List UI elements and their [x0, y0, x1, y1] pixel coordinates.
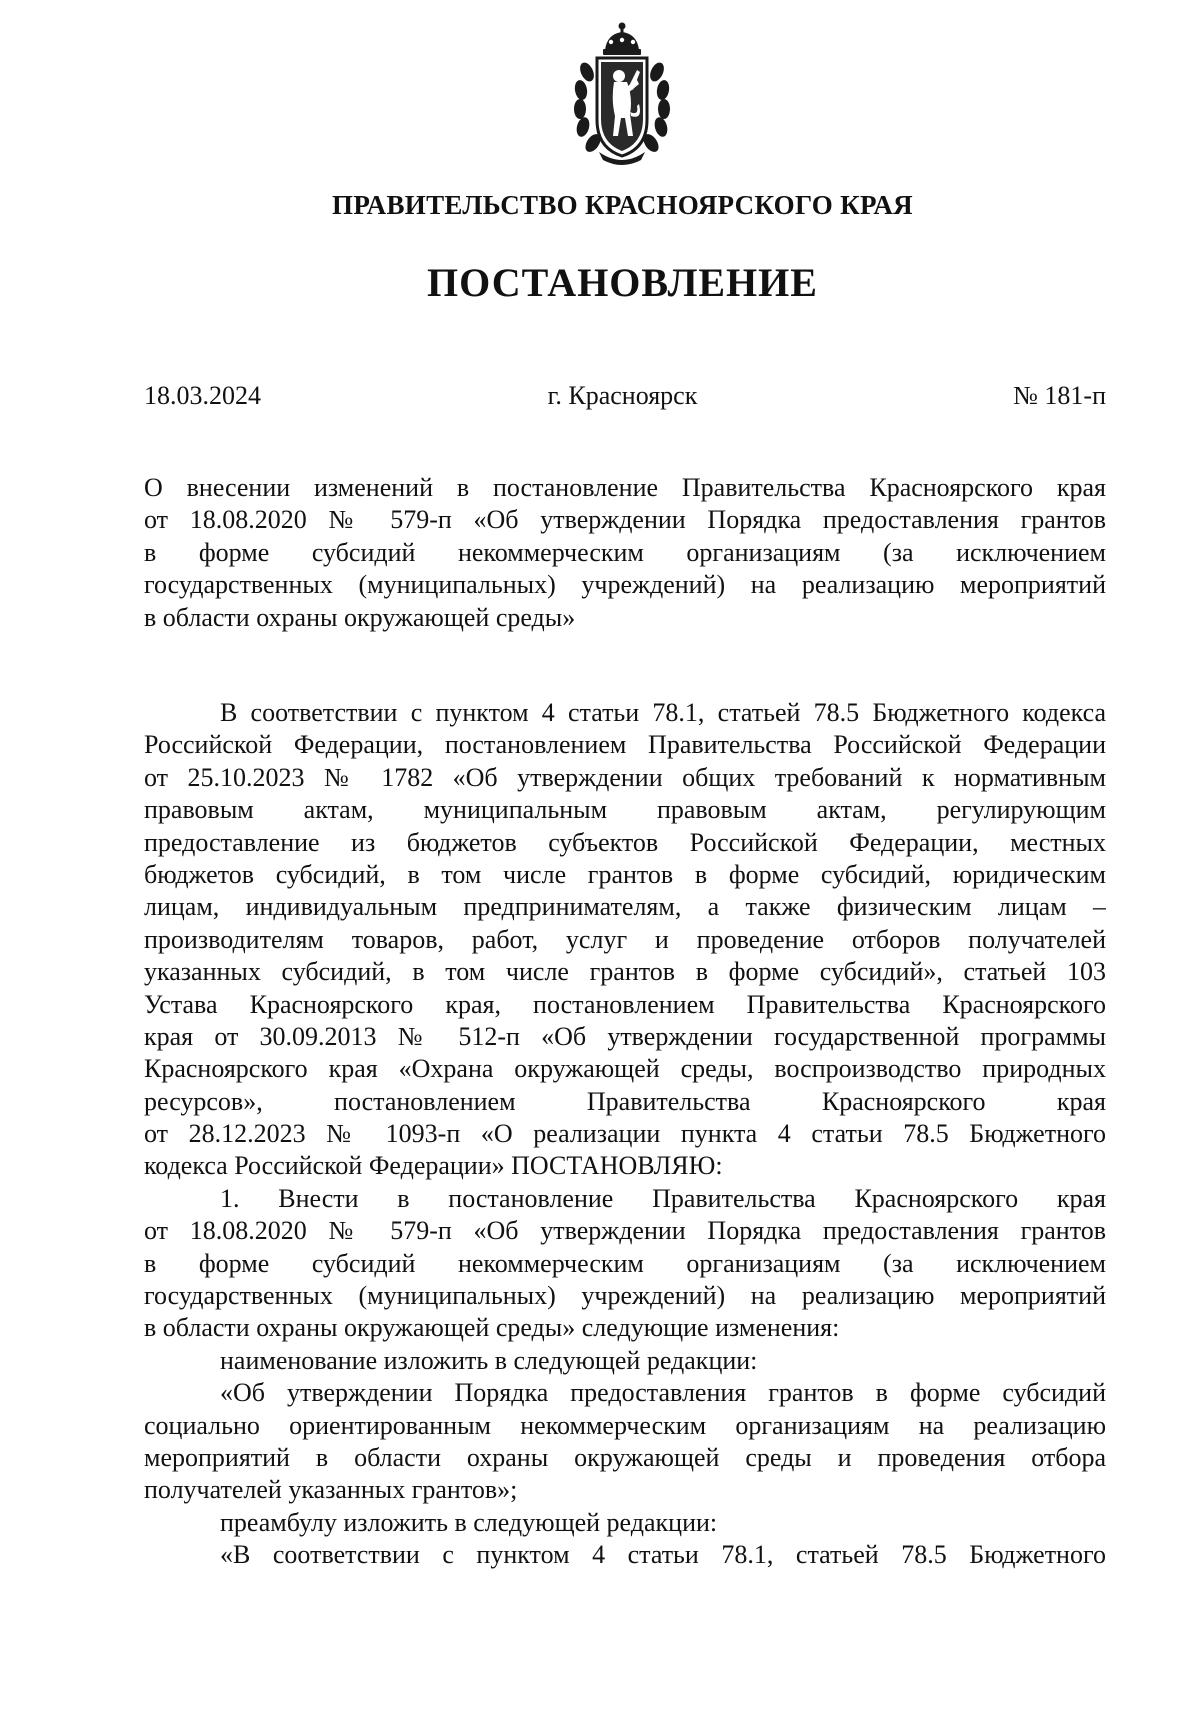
- body-line: 1. Внести в постановление Правительства Красноярского края: [220, 1183, 1106, 1213]
- body-line: указанных субсидий, в том числе грантов в форме субсидий», статьей 103: [144, 957, 1106, 987]
- organization-title: ПРАВИТЕЛЬСТВО КРАСНОЯРСКОГО КРАЯ: [332, 190, 913, 220]
- subject-line: О внесении изменений в постановление Правительства Красноярского края: [144, 473, 1106, 502]
- body-line: государственных (муниципальных) учреждений) на реализацию мероприятий: [144, 1281, 1106, 1311]
- body-line: кодекса Российской Федерации» ПОСТАНОВЛЯЮ:: [144, 1151, 723, 1181]
- body-line: ресурсов», постановлением Правительства Красноярского края: [144, 1086, 1106, 1116]
- body-line: в области охраны окружающей среды» следующие изменения:: [144, 1313, 840, 1343]
- document-number: № 181-п: [1013, 381, 1106, 410]
- document-city: г. Красноярск: [547, 381, 698, 410]
- body-line: в форме субсидий некоммерческим организациям (за исключением: [144, 1248, 1106, 1278]
- body-line: бюджетов субсидий, в том числе грантов в форме субсидий, юридическим: [144, 859, 1106, 889]
- document-type-title: ПОСТАНОВЛЕНИЕ: [427, 260, 818, 305]
- body-line: социально ориентированным некоммерческим организациям на реализацию: [144, 1410, 1106, 1440]
- body-line: наименование изложить в следующей редакции:: [220, 1345, 758, 1375]
- body-line: лицам, индивидуальным предпринимателям, а также физическим лицам –: [144, 892, 1106, 922]
- body-line: от 28.12.2023 № 1093-п «О реализации пункта 4 статьи 78.5 Бюджетного: [144, 1119, 1106, 1149]
- document-subject: [144, 472, 1106, 634]
- body-line: производителям товаров, работ, услуг и проведение отборов получателей: [144, 924, 1106, 954]
- document-body: [144, 697, 1106, 1572]
- body-line: «В соответствии с пунктом 4 статьи 78.1, статьей 78.5 Бюджетного: [220, 1540, 1106, 1570]
- subject-line: в форме субсидий некоммерческим организациям (за исключением: [144, 537, 1106, 567]
- body-line: В соответствии с пунктом 4 статьи 78.1, статьей 78.5 Бюджетного кодекса: [220, 698, 1106, 727]
- body-line: мероприятий в области охраны окружающей среды и проведения отбора: [144, 1442, 1106, 1472]
- subject-line: государственных (муниципальных) учреждений) на реализацию мероприятий: [144, 570, 1106, 600]
- body-line: преамбулу изложить в следующей редакции:: [220, 1507, 718, 1537]
- body-line: Российской Федерации, постановлением Правительства Российской Федерации: [144, 730, 1106, 760]
- subject-line: от 18.08.2020 № 579-п «Об утверждении Порядка предоставления грантов: [144, 505, 1106, 535]
- body-line: Красноярского края «Охрана окружающей среды, воспроизводство природных: [144, 1054, 1106, 1084]
- body-line: «Об утверждении Порядка предоставления грантов в форме субсидий: [220, 1378, 1106, 1408]
- body-line: Устава Красноярского края, постановлением Правительства Красноярского: [144, 989, 1106, 1019]
- coat-of-arms-emblem: [567, 20, 677, 170]
- body-line: от 25.10.2023 № 1782 «Об утверждении общих требований к нормативным: [144, 762, 1106, 792]
- document-date: 18.03.2024: [144, 381, 261, 410]
- subject-line: в области охраны окружающей среды»: [144, 602, 576, 632]
- body-line: от 18.08.2020 № 579-п «Об утверждении Порядка предоставления грантов: [144, 1216, 1106, 1246]
- body-line: предоставление из бюджетов субъектов Российской Федерации, местных: [144, 827, 1106, 857]
- body-line: правовым актам, муниципальным правовым актам, регулирующим: [144, 795, 1106, 825]
- body-line: края от 30.09.2013 № 512-п «Об утверждении государственной программы: [144, 1021, 1106, 1051]
- body-line: получателей указанных грантов»;: [144, 1475, 518, 1505]
